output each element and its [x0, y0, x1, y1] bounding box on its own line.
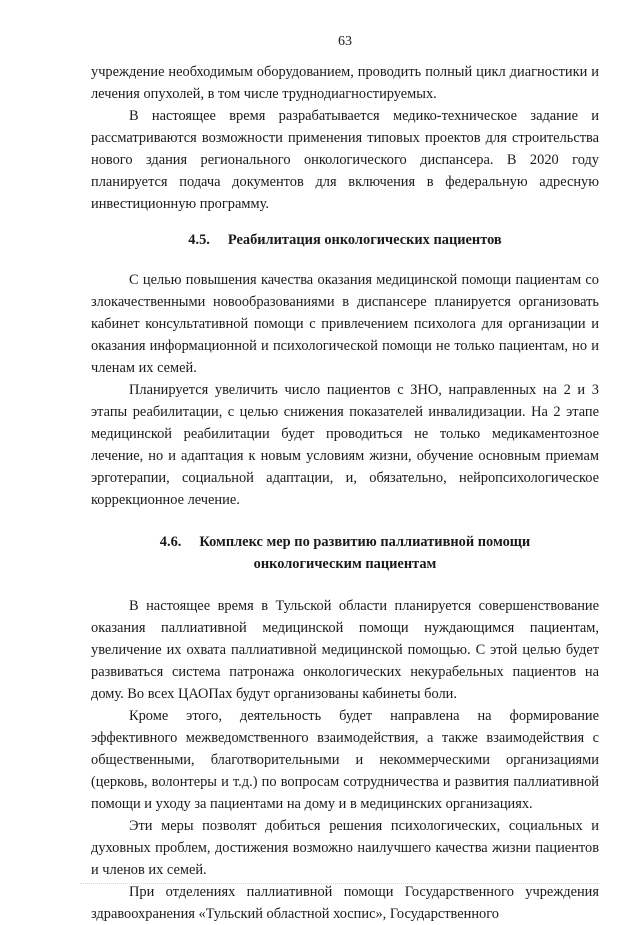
- section-title-line-2: онкологическим пациентам: [253, 556, 437, 572]
- section-title: Реабилитация онкологических пациентов: [227, 232, 502, 248]
- paragraph-palliative-2: Кроме этого, деятельность будет направлена на формирование эффективного межведомственного взаимодействия, а также взаимодействия с общественными, благотворительными и некоммерческими организациями (церковь, волонтеры и т.д.) по вопросам сотрудничества и развития паллиативной помощи и уходу за пациентами на дому и в медицинских организациях.: [91, 708, 599, 812]
- section-number: 4.6.: [159, 534, 182, 550]
- section-heading-4-6: [91, 531, 599, 575]
- paragraph-continued: учреждение необходимым оборудованием, проводить полный цикл диагностики и лечения опухолей, в том числе труднодиагностируемых.: [91, 64, 599, 102]
- paragraph-palliative-3: Эти меры позволят добиться решения психологических, социальных и духовных проблем, достижения возможно наилучшего качества жизни пациентов и членов их семей.: [91, 818, 599, 878]
- scan-artifact-line: [80, 883, 600, 888]
- section-heading-4-5: [91, 229, 599, 251]
- section-number: 4.5.: [188, 232, 210, 248]
- paragraph-rehab-1: С целью повышения качества оказания медицинской помощи пациентам со злокачественными новообразованиями в диспансере планируется организовать кабинет консультативной помощи с привлечением психолога для организации и оказания информационной и психологической помощи не только пациентам, но и членам их семей.: [91, 272, 599, 376]
- paragraph-technical-task: В настоящее время разрабатывается медико-техническое задание и рассматриваются возможности применения типовых проектов для строительства нового здания регионального онкологического диспансера. В 2020 году планируется подача документов для включения в федеральную адресную инвестиционную программу.: [91, 108, 599, 212]
- paragraph-palliative-4: При отделениях паллиативной помощи Государственного учреждения здравоохранения «Тульский областной хоспис», Государственного: [91, 884, 599, 922]
- paragraph-palliative-1: В настоящее время в Тульской области планируется совершенствование оказания паллиативной медицинской помощи нуждающимся пациентам, увеличение их охвата паллиативной медицинской помощью. С этой целью будет развиваться система патронажа онкологических некурабельных пациентов на дому. Во всех ЦАОПах будут организованы кабинеты боли.: [91, 598, 599, 702]
- page-body: [91, 61, 599, 925]
- paragraph-rehab-2: Планируется увеличить число пациентов с ЗНО, направленных на 2 и 3 этапы реабилитации, с целью снижения показателей инвалидизации. На 2 этапе медицинской реабилитации будет проводиться не только медикаментозное лечение, но и адаптация к новым условиям жизни, обучение основным приемам эрготерапии, социальной адаптации, и, обязательно, нейропсихологическое коррекционное лечение.: [91, 382, 599, 508]
- page-number: 63: [338, 34, 352, 49]
- section-title-line-1: Комплекс мер по развитию паллиативной помощи: [199, 534, 531, 550]
